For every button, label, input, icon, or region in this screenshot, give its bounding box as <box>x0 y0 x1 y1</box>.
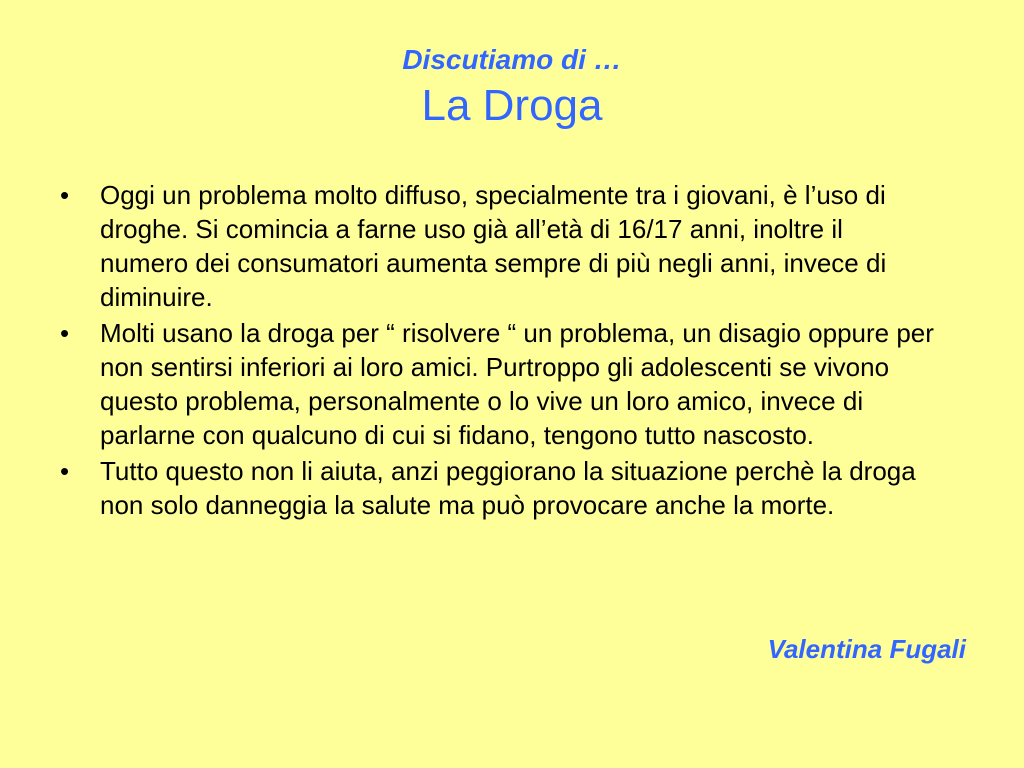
bullet-item <box>58 316 938 452</box>
bullet-icon: • <box>60 456 70 486</box>
slide-title: La Droga <box>421 81 603 130</box>
bullet-item <box>58 178 938 314</box>
bullet-text: Molti usano la droga per “ risolvere “ un problema, un disagio oppure per non sentirsi inferiori ai loro amici. Purtroppo gli adolescenti se vivono questo problema, personalmente o lo vive un loro amico, invece di parlarne con qualcuno di cui si fidano, tengono tutto nascosto. <box>100 318 934 450</box>
bullet-text: Oggi un problema molto diffuso, specialmente tra i giovani, è l’uso di droghe. Si comincia a farne uso già all’età di 16/17 anni, inoltre il numero dei consumatori aumenta sempre di più negli anni, invece di diminuire. <box>100 180 887 312</box>
bullet-list <box>58 178 938 524</box>
bullet-icon: • <box>60 180 70 210</box>
bullet-item <box>58 454 938 522</box>
bullet-text: Tutto questo non li aiuta, anzi peggiorano la situazione perchè la droga non solo danneggia la salute ma può provocare anche la morte. <box>100 456 916 520</box>
bullet-icon: • <box>60 318 70 348</box>
slide-subtitle: Discutiamo di … <box>402 44 622 75</box>
title-block <box>0 40 1024 132</box>
author-signature: Valentina Fugali <box>767 634 966 664</box>
